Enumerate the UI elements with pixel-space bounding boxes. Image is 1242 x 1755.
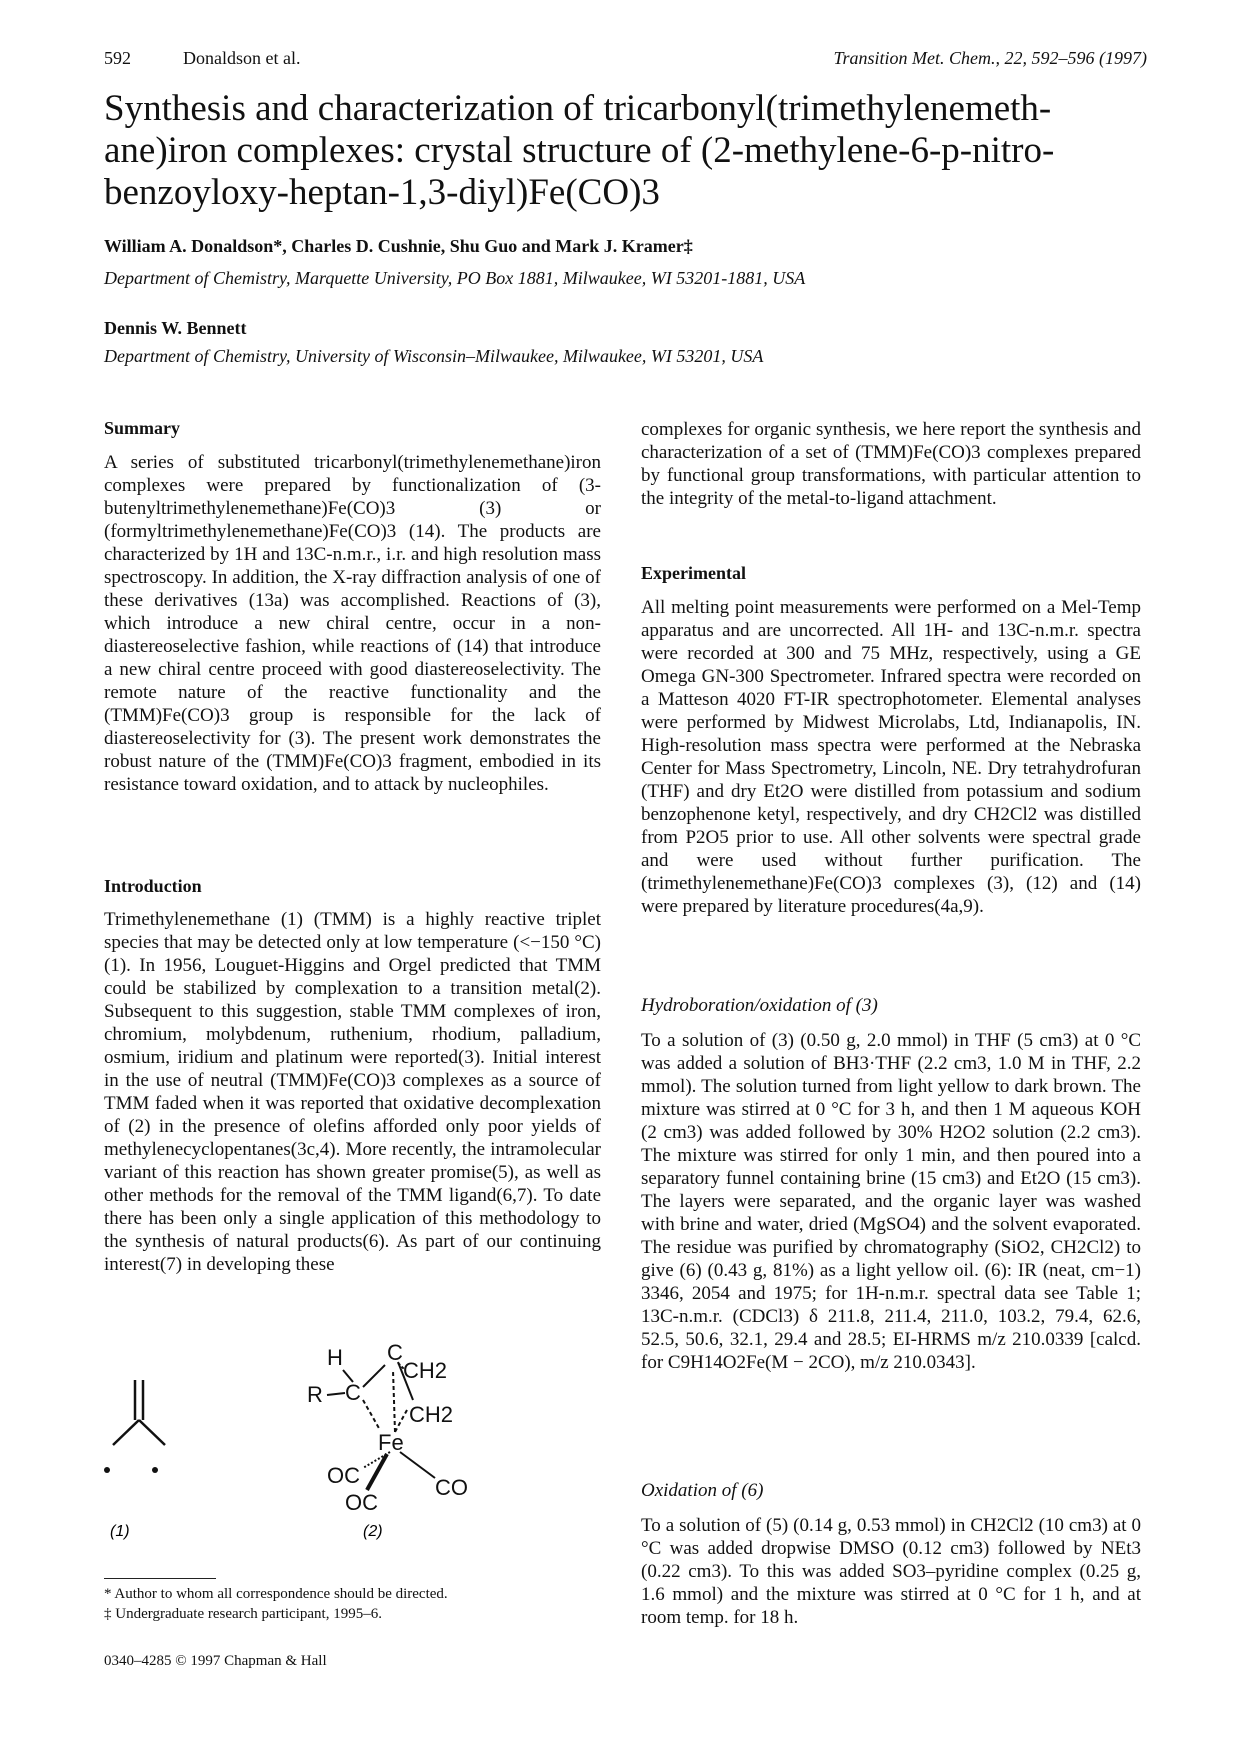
atom-oc: OC (345, 1490, 378, 1515)
summary-text: A series of substituted tricarbonyl(trimethylenemethane)iron complexes were prepared by functionalization of (3-butenyltrimethylenemethane)Fe(CO)3 (3) or (formyltrimethylenemethane)Fe(CO)3 (14). The products are characterized by 1H and 13C-n.m.r., i.r. and high resolution mass spectroscopy. In addition, the X-ray diffraction analysis of one of these derivatives (13a) was accomplished. Reactions of (3), which introduce a new chiral centre, occur in a non-diastereoselective fashion, while reactions of (14) that introduce a new chiral centre proceed with good diastereoselectivity. The remote nature of the reactive functionality and the (TMM)Fe(CO)3 group is responsible for the lack of diastereoselectivity for (3). The present work demonstrates the robust nature of the (TMM)Fe(CO)3 fragment, embodied in its resistance toward oxidation, and to attack by nucleophiles. (104, 452, 601, 795)
copyright-line: 0340–4285 © 1997 Chapman & Hall (104, 1653, 327, 1669)
tmm-structure (113, 1380, 165, 1445)
title-line: ane)iron complexes: crystal structure of (2-methylene-6-p-nitro- (104, 130, 1055, 171)
page-number: 592 (104, 48, 131, 68)
atom-c: C (345, 1380, 361, 1405)
footnote: ‡ Undergraduate research participant, 1995–6. (104, 1606, 382, 1622)
affiliation: Department of Chemistry, University of Wisconsin–Milwaukee, Milwaukee, WI 53201, USA (104, 346, 764, 366)
introduction-text: Trimethylenemethane (1) (TMM) is a highly reactive triplet species that may be detected only at low temperature (<−150 °C)(1). In 1956, Louguet-Higgins and Orgel predicted that TMM could be stabilized by complexation to a transition metal(2). Subsequent to this suggestion, stable TMM complexes of iron, chromium, molybdenum, ruthenium, rhodium, palladium, osmium, iridium and platinum were reported(3). Initial interest in the use of neutral (TMM)Fe(CO)3 complexes as a source of TMM faded when it was reported that oxidative decomplexation of (2) in the presence of olefins afforded only poor yields of methylenecyclopentanes(3c,4). More recently, the intramolecular variant of this reaction has shown greater promise(5), as well as other methods for the removal of the TMM ligand(6,7). To date there has been only a single application of this methodology to the synthesis of natural products(6). As part of our continuing interest(7) in developing these (104, 909, 601, 1275)
title-line: benzoyloxy-heptan-1,3-diyl)Fe(CO)3 (104, 172, 660, 213)
author-list: William A. Donaldson*, Charles D. Cushnie, Shu Guo and Mark J. Kramer‡ (104, 236, 693, 256)
article-title (104, 88, 1154, 214)
experimental-text: All melting point measurements were performed on a Mel-Temp apparatus and are uncorrected. All 1H- and 13C-n.m.r. spectra were recorded at 300 and 75 MHz, respectively, using a GE Omega GN-300 Spectrometer. Infrared spectra were recorded on a Matteson 4020 FT-IR spectrophotometer. Elemental analyses were performed by Midwest Microlabs, Ltd, Indianapolis, IN. High-resolution mass spectra were performed at the Nebraska Center for Mass Spectrometry, Lincoln, NE. Dry tetrahydrofuran (THF) and dry Et2O were distilled from potassium and sodium benzophenone ketyl, respectively, and dry CH2Cl2 was distilled from P2O5 prior to use. All other solvents were spectral grade and were used without further purification. The (trimethylenemethane)Fe(CO)3 complexes (3), (12) and (14) were prepared by literature procedures(4a,9). (641, 597, 1141, 917)
radical-dot (152, 1467, 158, 1473)
author-list: Dennis W. Bennett (104, 318, 247, 338)
affiliation: Department of Chemistry, Marquette University, PO Box 1881, Milwaukee, WI 53201-1881, USA (104, 268, 806, 288)
footnote: * Author to whom all correspondence should be directed. (104, 1586, 448, 1602)
atom-oc: OC (327, 1463, 360, 1488)
atom-h: H (327, 1345, 343, 1370)
footnote-rule (104, 1578, 216, 1579)
section-heading-introduction: Introduction (104, 876, 202, 896)
structure-label-1: (1) (110, 1523, 130, 1540)
section-heading-summary: Summary (104, 418, 180, 438)
section-heading-experimental: Experimental (641, 563, 746, 583)
atom-ch2: CH2 (409, 1402, 454, 1427)
structure-figure (95, 1340, 515, 1550)
atom-fe: Fe (378, 1430, 404, 1455)
atom-ch2: CH2 (403, 1358, 448, 1383)
atom-co: CO (435, 1475, 468, 1500)
subsection-heading-oxidation: Oxidation of (6) (641, 1480, 764, 1501)
oxidation-text: To a solution of (5) (0.14 g, 0.53 mmol) in CH2Cl2 (10 cm3) at 0 °C was added dropwise DMSO (0.12 cm3) followed by NEt3 (0.22 cm3). To this was added SO3–pyridine complex (0.25 g, 1.6 mmol) and the mixture was stirred at 0 °C for 1 h, and at room temp. for 18 h. (641, 1515, 1141, 1628)
journal-citation: Transition Met. Chem., 22, 592–596 (1997) (833, 48, 1147, 68)
running-authors: Donaldson et al. (183, 48, 301, 68)
atom-c: C (387, 1340, 403, 1365)
subsection-heading-hydroboration: Hydroboration/oxidation of (3) (641, 995, 878, 1016)
hydroboration-text: To a solution of (3) (0.50 g, 2.0 mmol) in THF (5 cm3) at 0 °C was added a solution of BH3·THF (2.2 cm3, 1.0 M in THF, 2.2 mmol). The solution turned from light yellow to dark brown. The mixture was stirred at 0 °C for 3 h, and then 1 M aqueous KOH (2 cm3) was added followed by 30% H2O2 solution (2.2 cm3). The mixture was stirred for only 1 min, and then poured into a separatory funnel containing brine (15 cm3) and Et2O (15 cm3). The layers were separated, and the organic layer was washed with brine and water, dried (MgSO4) and the solvent evaporated. The residue was purified by chromatography (SiO2, CH2Cl2) to give (6) (0.43 g, 81%) as a light yellow oil. (6): IR (neat, cm−1) 3346, 2054 and 1975; for 1H-n.m.r. spectral data see Table 1; 13C-n.m.r. (CDCl3) δ 211.8, 211.4, 211.0, 103.2, 79.4, 62.6, 52.5, 50.6, 32.1, 29.4 and 28.5; EI-HRMS m/z 210.0339 [calcd. for C9H14O2Fe(M − 2CO), m/z 210.0343]. (641, 1030, 1141, 1373)
radical-dot (104, 1467, 110, 1473)
title-line: Synthesis and characterization of tricarbonyl(trimethylenemeth- (104, 88, 1052, 129)
introduction-continued: complexes for organic synthesis, we here report the synthesis and characterization of a set of (TMM)Fe(CO)3 complexes prepared by functional group transformations, with particular attention to the integrity of the metal-to-ligand attachment. (641, 419, 1141, 509)
structure-label-2: (2) (363, 1523, 383, 1540)
atom-r: R (307, 1382, 323, 1407)
